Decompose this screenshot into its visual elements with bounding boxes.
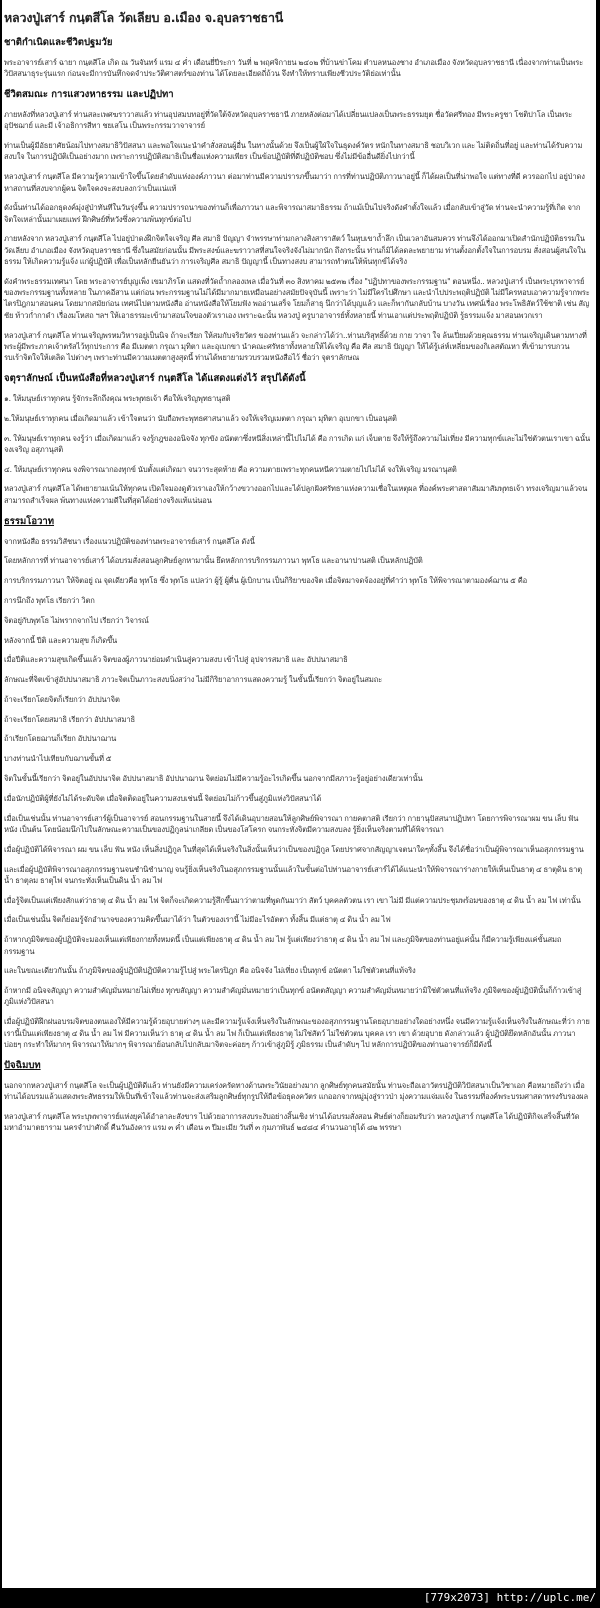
- list-item: ๑. ให้มนุษย์เราทุกคน รู้จักระลึกถึงคุณ พระพุทธเจ้า คือให้เจริญพุทธานุสติ: [4, 393, 231, 403]
- paragraph: ภายหลังที่หลวงปู่เสาร์ ท่านสละเพศฆราวาสแล้ว ท่านอุปสมบทอยู่ที่วัดใต้จังหวัดอุบลราชธานี ภายหลังต่อมาได้เปลี่ยนแปลงเป็นพระธรรมยุต ชื่อวัดศรีทอง มีพระครูชา โชติปาโล เป็นพระอุปัชฌาย์ และมี เจ้าอธิการสีทา ชยเสโน เป็นพระกรรมวาจาจารย์: [4, 110, 573, 131]
- paragraph: หลวงปู่เสาร์ กนฺตสีโล พระบุพพาจารย์แห่งยุคได้อำลาละสังขาร ไปด้วยอาการสงบระงับอย่างสิ้นเชิง ท่านได้อบรมสั่งสอน ศิษย์ต่างก็ยอมรับว่า หลวงปู่เสาร์ กนฺตสีโล ได้ปฏิบัติกิจเสร็จสิ้นที่วัดมหาอำมาตยาราม นครจำปาศักดิ์ คืนวันอังคาร แรม ๓ ค่ำ เดือน ๓ ปีมะเมีย วันที่ ๓ กุมภาพันธ์ ๒๔๘๔ คำนวนอายุได้ ๘๒ พรรษา: [4, 1111, 580, 1133]
- section-monastic-life: [4, 88, 590, 363]
- paragraph: หลวงปู่เสาร์ กนฺตสีโล มีความรู้ความเข้าใจขึ้นโดยลำดับแห่งองค์ภาวนา ต่อมาท่านมีความปรารภขึ้นมาว่า การที่ท่านปฏิบัติภาวนาอยู่นี้ ก็ได้ผลเป็นที่น่าพอใจ แต่ทางที่ดี ควรออกไป อยู่ป่าดง หาสถานที่สงบจากผู้คน จิตใจคงจะสงบลงกว่าเป็นแน่แท้: [4, 172, 585, 193]
- section-heading: ปัจฉิมบท: [4, 1059, 41, 1071]
- section-heading: ชาติกำเนิดและชีวิตปฐมวัย: [4, 37, 113, 48]
- paragraph: พระอาจารย์เสาร์ ฉายา กนฺตสีโล เกิด ณ วันจันทร์ แรม ๔ ค่ำ เดือนยี่ปีระกา วันที่ ๒ พฤศจิกายน ๒๔๐๒ ที่บ้านข่าโคม ตำบลหนองชาง อำเภอเมือง จังหวัดอุบลราชธานี เนื่องจากท่านเป็นพระวิปัสสนาธุระรุ่นแรก ก่อนจะมีการบันทึกจดจำประวัติศาสตร์ของท่าน ได้โดยละเอียดถี่ถ้วน จึงทำให้ทราบเพียงชีวประวัติย่อเท่านั้น: [4, 58, 584, 79]
- section-heading: ธรรมโอวาท: [4, 515, 55, 527]
- paragraph: จิตในขั้นนี้เรียกว่า จิตอยู่ในอัปปนาจิต อัปปนาสมาธิ อัปปนาฌาน จิตย่อมไม่มีความรู้อะไรเกิดขึ้น นอกจากมีสภาวะรู้อยู่อย่างเดียวเท่านั้น: [4, 774, 423, 784]
- paragraph: บางท่านนำไปเทียบกับฌานขั้นที่ ๕: [4, 754, 112, 764]
- paragraph: เมื่อปีติและความสุขเกิดขึ้นแล้ว จิตของผู้ภาวนาย่อมดำเนินสู่ความสงบ เข้าไปสู่ อุปจารสมาธิ และ อัปปนาสมาธิ: [4, 655, 348, 665]
- section-jaturalak: [4, 372, 590, 506]
- paragraph: หลวงปู่เสาร์ กนฺตสีโล ท่านเจริญพรหมวิหารอยู่เป็นนิจ ถ้าจะเรียก ให้สมกับจริยวัตร ของท่านแล้ว จะกล่าวได้ว่า..ท่านบริสุทธิ์ด้วย กาย วาจา ใจ ล้นเปี่ยมด้วยคุณธรรม ท่านเจริญเดินตามทางที่ พระผู้มีพระภาคเจ้าตรัสไว้ทุกประการ คือ มีเมตตา กรุณา มุทิตา และอุเบกขา นำคณะศรัทธาทั้งหลายให้ได้เจริญ คือ ศีล สมาธิ ปัญญา ให้ได้รู้เล่ห์เหลี่ยมของกิเลสตัณหา ที่เข้ามารบกวน รบเร้าจิตใจให้เตลิด ไปต่างๆ เพราะท่านมีความเมตตาสูงสุดนี้ ท่านได้พยายามรวบรวมหนังสือไว้ ชื่อว่า จุตราลักษณ: [4, 330, 587, 363]
- paragraph: ดังนั้นท่านได้ออกธุดงค์มุ่งสู่ป่าทันทีในวันรุ่งขึ้น ความปรารถนาของท่านก็เพื่อภาวนา และพิจารณาสมาธิธรรม ถ้าแม้เป็นไปจริงดังคำตั้งใจแล้ว เมื่อกลับเข้าสู่วัด ท่านจะนำความรู้ที่เกิด จากจิตใจเหล่านั้นมาเผยแพร่ ฝึกศิษย์ที่หวังซึ่งความพ้นทุกข์ต่อไป: [4, 203, 581, 224]
- list-item: ๔. ให้มนุษย์เราทุกคน จงพิจารณากองทุกข์ นับตั้งแต่เกิดมา จนวาระสุดท้าย คือ ความตายเพราะทุกคนหนีความตายไปไม่ได้ จงให้เจริญ มรณานุสติ: [4, 464, 457, 474]
- paragraph: การบริกรรมภาวนา ให้จิตอยู่ ณ จุดเดียวคือ พุทโธ ซึ่ง พุทโธ แปลว่า ผู้รู้ ผู้ตื่น ผู้เบิกบาน เป็นกิริยาของจิต เมื่อจิตมาจดจ้องอยู่ที่คำว่า พุทโธ ให้พิจารณาตามองค์ฌาน ๕ คือ: [4, 576, 528, 586]
- section-birth: [4, 36, 590, 80]
- paragraph: ภายหลังจาก หลวงปู่เสาร์ กนฺตสีโล ไปอยู่ป่าดงฝึกจิตใจเจริญ ศีล สมาธิ ปัญญา จำพรรษาท่ามกลางสิงสาราสัตว์ ในหุบเขาถ้ำลึก เป็นเวลาอันสมควร ท่านจึงได้ออกมาเปิดสำนักปฏิบัติธรรมใน วัดเลียบ อำเภอเมือง จังหวัดอุบลราชธานี ซึ่งในสมัยก่อนนั้น มีพระสงฆ์และฆราวาสที่สนใจจริงจังไม่มากนัก ถึงกระนั้น ท่านก็มิได้ลดละพยายาม ท่านตั้งอกตั้งใจในการอบรม สั่งสอนผู้สนใจในธรรม ให้เกิดความรู้แจ้ง แก่ผู้ปฏิบัติ เพื่อเป็นหลักยืนยันว่า การเจริญศีล สมาธิ ปัญญานี้ เป็นทางสงบ สามารถทำตนให้พ้นทุกข์ได้จริง: [4, 234, 586, 267]
- paragraph: เมื่อนักปฏิบัติผู้ที่ยังไม่ได้ระดับจิต เมื่อจิตติดอยู่ในความสงบเช่นนี้ จิตย่อมไม่ก้าวขึ้นสู่ภูมิแห่งวิปัสสนาได้: [4, 793, 322, 803]
- paragraph: จิตอยู่กับพุทโธ ไม่พรากจากไป เรียกว่า วิจารณ์: [4, 615, 149, 625]
- paragraph: เมื่อรู้จิตเป็นแต่เพียงสักแต่ว่าธาตุ ๔ ดิน น้ำ ลม ไฟ จิตก็จะเกิดความรู้สึกขึ้นมาว่าตามที่พูดกันมาว่า สัตว์ บุคคลตัวตน เรา เขา ไม่มี มีแต่ความประชุมพร้อมของธาตุ ๔ ดิน น้ำ ลม ไฟ เท่านั้น: [4, 895, 581, 905]
- paragraph: ถ้าจะเรียกโดยจิตก็เรียกว่า อัปปนาจิต: [4, 694, 120, 704]
- document-page: [2, 0, 596, 1588]
- paragraph: หลวงปู่เสาร์ กนฺตสีโล ได้พยายามเน้นให้ทุกคน เปิดใจมองดูตัวเราเองให้กว้างขวางออกไปและได้ปลูกฝังศรัทธาแห่งความเชื่อในเหตุผล ที่องค์พระศาสดาสัมมาสัมพุทธเจ้า ทรงเจริญมาแล้วจนสามารถสำเร็จผล พ้นทางแห่งความดีในที่สุดได้อย่างจริงแท้แน่นอน: [4, 484, 588, 505]
- paragraph: จากหนังสือ ธรรมวิสัชนา เรื่องแนวปฏิบัติของท่านพระอาจารย์เสาร์ กนฺตสีโล ดังนี้: [4, 536, 255, 546]
- paragraph: ถ้าหากมี อนิจจสัญญา ความสำคัญมั่นหมายไม่เที่ยง ทุกขสัญญา ความสำคัญมั่นหมายว่าเป็นทุกข์ อนัตตสัญญา ความสำคัญมั่นหมายว่ามิใช่ตัวตนที่แท้จริง ภูมิจิตของผู้ปฏิบัตินั้นก็ก้าวเข้าสู่ ภูมิแห่งวิปัสสนา: [4, 986, 582, 1007]
- paragraph: และในขณะเดียวกันนั้น ถ้าภูมิจิตของผู้ปฏิบัติปฏิบัติความรู้ไปสู่ พระไตรปิฎก คือ อนิจจัง ไม่เที่ยง เป็นทุกข์ อนัตตา ไม่ใช่ตัวตนที่แท้จริง: [4, 966, 416, 976]
- page-title: หลวงปู่เสาร์ กนฺตสีโล วัดเลียบ อ.เมือง จ.อุบลราชธานี: [4, 10, 284, 25]
- paragraph: ถ้าหากภูมิจิตของผู้ปฏิบัติจะมองเห็นแต่เพียงกายทั้งหมดนี้ เป็นแต่เพียงธาตุ ๔ ดิน น้ำ ลม ไฟ รู้แต่เพียงว่าธาตุ ๔ ดิน น้ำ ลม ไฟ และภูมิจิตของท่านอยู่แค่นั้น ก็มีความรู้เพียงแค่ขั้นสมถกรรมฐาน: [4, 935, 562, 956]
- list-item: ๓. ให้มนุษย์เราทุกคน จงรู้ว่า เมื่อเกิดมาแล้ว จงรู้กฎของอนิจจัง ทุกขัง อนัตตาซึ่งหนีสิ่งเหล่านี้ไปไม่ได้ คือ การเกิด แก่ เจ็บตาย จึงให้รู้ถึงความไม่เที่ยง มีความทุกข์และไม่ใช่ตัวตนเราเขา ฉนั้น จงเจริญ อสุภานุสติ: [4, 433, 591, 454]
- paragraph: นอกจากหลวงปู่เสาร์ กนฺตสีโล จะเป็นผู้ปฏิบัติดีแล้ว ท่านยังมีความเคร่งครัดทางด้านพระวินัยอย่างมาก ลูกศิษย์ทุกคนสมัยนั้น ท่านจะถือเอาวัตรปฏิบัติวิปัสสนาเป็นวิชาเอก คือหมายถึงว่า เมื่อท่านได้อบรมแล้วแสดงพระสัทธรรมให้เป็นที่เข้าใจแล้วท่านจะส่งเสริมลูกศิษย์ทุกรูปให้ถือข้อธุดงควัตร แกออกจากหมู่มุ่งสู่ราวป่า มุ่งความแจ่มแจ้ง ในธรรมที่องค์พระบรมศาสดาทรงรับรองผล: [4, 1080, 588, 1101]
- image-host-watermark: [779x2073] http://uplc.me/: [0, 1588, 600, 1608]
- section-heading: จตุราลักษณ์ เป็นหนังสือที่หลวงปู่เสาร์ กนฺตสีโล ได้แสดงแต่งไว้ สรุปได้ดังนี้: [4, 372, 306, 384]
- paragraph: ท่านเป็นผู้มีอัธยาศัยน้อมไปทางสมาธิวิปัสสนา และพอใจแนะนำคำสั่งสอนผู้อื่น ในทางนั้นด้วย จึงเป็นผู้ใฝ่ใจในธุดงค์วัตร หนักในทางสมาธิ ชอบวิเวก และ ไม่ติดถิ่นที่อยู่ และท่านได้รับความสงบใจ ในการปฏิบัติเป็นอย่างมาก เพราะการปฏิบัติสมาธิเป็นชื่อแห่งความเพียร เป็นข้อปฏิบัติที่ดีปฏิบัติชอบ ซึ่งไม่มีข้ออื่นดียิ่งไปกว่านี้: [4, 141, 583, 162]
- paragraph: ลักษณะที่จิตเข้าสู่อัปปนาสมาธิ ภาวะจิตเป็นภาวะสงบนิ่งสว่าง ไม่มีกิริยาอาการแสดงความรู้ ในขั้นนี้เรียกว่า จิตอยู่ในสมถะ: [4, 675, 383, 685]
- paragraph: และเมื่อผู้ปฏิบัติพิจารณาอสุภกรรมฐานจนชำนิชำนาญ จนรู้ยิ่งเห็นจริงในอสุภกรรมฐานนั้นแล้วในขั้นต่อไปท่านอาจารย์เสาร์ได้ได้แนะนำให้พิจารณาร่างกายให้เห็นเป็นธาตุ ๔ ธาตุดิน ธาตุน้ำ ธาตุลม ธาตุไฟ จนกระทั่งเห็นเป็นดิน น้ำ ลม ไฟ: [4, 864, 583, 885]
- paragraph: หลังจากนี้ ปีติ และความสุข ก็เกิดขึ้น: [4, 635, 118, 645]
- paragraph: ดังคำพระธรรมเทศนา โดย พระอาจารย์บุญเพ็ง เขมาภิรโต แสดงที่วัดถ้ำกลองเพล เมื่อวันที่ ๓๐ สิงหาคม ๒๕๓๒ เรื่อง "ปฏิปทาของพระกรรมฐาน" ตอนหนึ่ง.. หลวงปู่เสาร์ เป็นพระบุรพาจารย์ ของพระกรรมฐานทั้งหลาย ในภาคอีสาน แต่ก่อน พระกรรมฐานไม่ได้มีมากมายเหมือนอย่างสมัยปัจจุบันนี้ เพราะว่า ไม่มีใครไปศึกษา และนำไปประพฤติปฏิบัติ ไม่มีใครหอบเอาความรู้จากพระไตรปิฎกมาสอนคน โดยมากสมัยก่อน เทศน์ไปตามหนังสือ อ่านหนังสือให้โยมฟัง พออ่านเสร็จ โยมก็สาธุ นึกว่าได้บุญแล้ว และก็พากันกลับบ้าน บางวัน เทศน์เรื่อง พระโพธิสัตว์ใช้ชาติ เช่น สัญชัย ท้าวก่ำกาดำ เรื่องมโหสถ ฯลฯ ให้เอาธรรมะเข้ามาสอนใจของตัวเราเอง เพราะฉะนั้น หลวงปู่ ครูบาอาจารย์ทั้งหลายนี้ ท่านเอาแต่ประพฤติปฏิบัติ รู้ธรรมแจ้ง มาสอนพวกเรา: [4, 276, 590, 320]
- section-epilogue: [4, 1059, 590, 1134]
- paragraph: การนึกถึง พุทโธ เรียกว่า วิตก: [4, 595, 95, 605]
- paragraph: เมื่อเป็นเช่นนั้น จิตก็ย่อมรู้จักอำนาจของความคิดขึ้นมาได้ว่า ในตัวของเรานี้ ไม่มีอะไรอัตตา ทั้งสิ้น มีแต่ธาตุ ๔ ดิน น้ำ ลม ไฟ: [4, 915, 391, 925]
- paragraph: โดยหลักการที่ ท่านอาจารย์เสาร์ ได้อบรมสั่งสอนลูกศิษย์ลูกหามานั้น ยึดหลักการบริกรรมภาวนา พุทโธ และอานาปานสติ เป็นหลักปฏิบัติ: [4, 556, 423, 566]
- list-item: ๒.ให้มนุษย์เราทุกคน เมื่อเกิดมาแล้ว เข้าใจตนว่า นับถือพระพุทธศาสนาแล้ว จงให้เจริญเมตตา กรุณา มุทิตา อุเบกขา เป็นอนุสติ: [4, 413, 397, 423]
- paragraph: ถ้าจะเรียกโดยสมาธิ เรียกว่า อัปปนาสมาธิ: [4, 714, 135, 724]
- paragraph: เมื่อผู้ปฏิบัติได้พิจารณา ผม ขน เล็บ ฟัน หนัง เห็นสิ่งปฏิกูล ในที่สุดได้เห็นจริงในสิ่งนั้นเห็นว่าเป็นของปฏิกูล โดยปราศจากสัญญาเจตนาใดๆทั้งสิ้น จึงได้ชื่อว่าเป็นผู้พิจารณาเห็นอสุภกรรมฐาน: [4, 844, 584, 854]
- section-dhamma-teaching: [4, 515, 590, 1051]
- paragraph: เมื่อเป็นเช่นนั้น ท่านอาจารย์เสาร์ผู้เป็นอาจารย์ สอนกรรมฐานในสายนี้ จึงได้เดินอุบายสอนให้ลูกศิษย์พิจารณา กายคตาสติ เรียกว่า กายานุปัสสนาปฏิปทา โดยการพิจารณาผม ขน เล็บ ฟัน หนัง เป็นต้น โดยน้อมนึกไปในลักษณะความเป็นของปฏิกูลน่าเกลียด เป็นของโสโครก จนกระทั่งจิตมีความสงบลง รู้ยิ่งเห็นจริงตามที่ได้พิจารณา: [4, 813, 579, 834]
- section-heading: ชีวิตสมณะ การแสวงหาธรรม และปฏิปทา: [4, 89, 174, 101]
- paragraph: ถ้าเรียกโดยฌานก็เรียก อัปปนาฌาน: [4, 734, 117, 744]
- paragraph: เมื่อผู้ปฏิบัติฝึกฝนอบรมจิตของตนเองให้มีความรู้ด้วยอุบายต่างๆ และมีความรู้แจ้งเห็นจริงในลักษณะของอสุภกรรมฐานโดยอุบายอย่างใดอย่างหนึ่ง จนมีความรู้แจ้งเห็นจริงในลักษณะที่ว่า กายเรานี้เป็นแต่เพียงธาตุ ๔ ดิน น้ำ ลม ไฟ มีความเห็นว่า ธาตุ ๔ ดิน น้ำ ลม ไฟ ก็เป็นแต่เพียงธาตุ ไม่ใช่สัตว์ ไม่ใช่ตัวตน บุคคล เรา เขา ด้วยอุบาย ดังกล่าวแล้ว ผู้ปฏิบัติยึดหลักอันนั้น ภาวนาบ่อยๆ กระทำให้มากๆ พิจารณาให้มากๆ พิจารณาย้อนกลับไปกลับมาจิตจะค่อยๆ ก้าวเข้าสู่ภูมิรู้ ภูมิธรรม เป็นลำดับๆ ไป หลักการปฏิบัติของท่านอาจารย์ก็มีดังนี้: [4, 1017, 590, 1049]
